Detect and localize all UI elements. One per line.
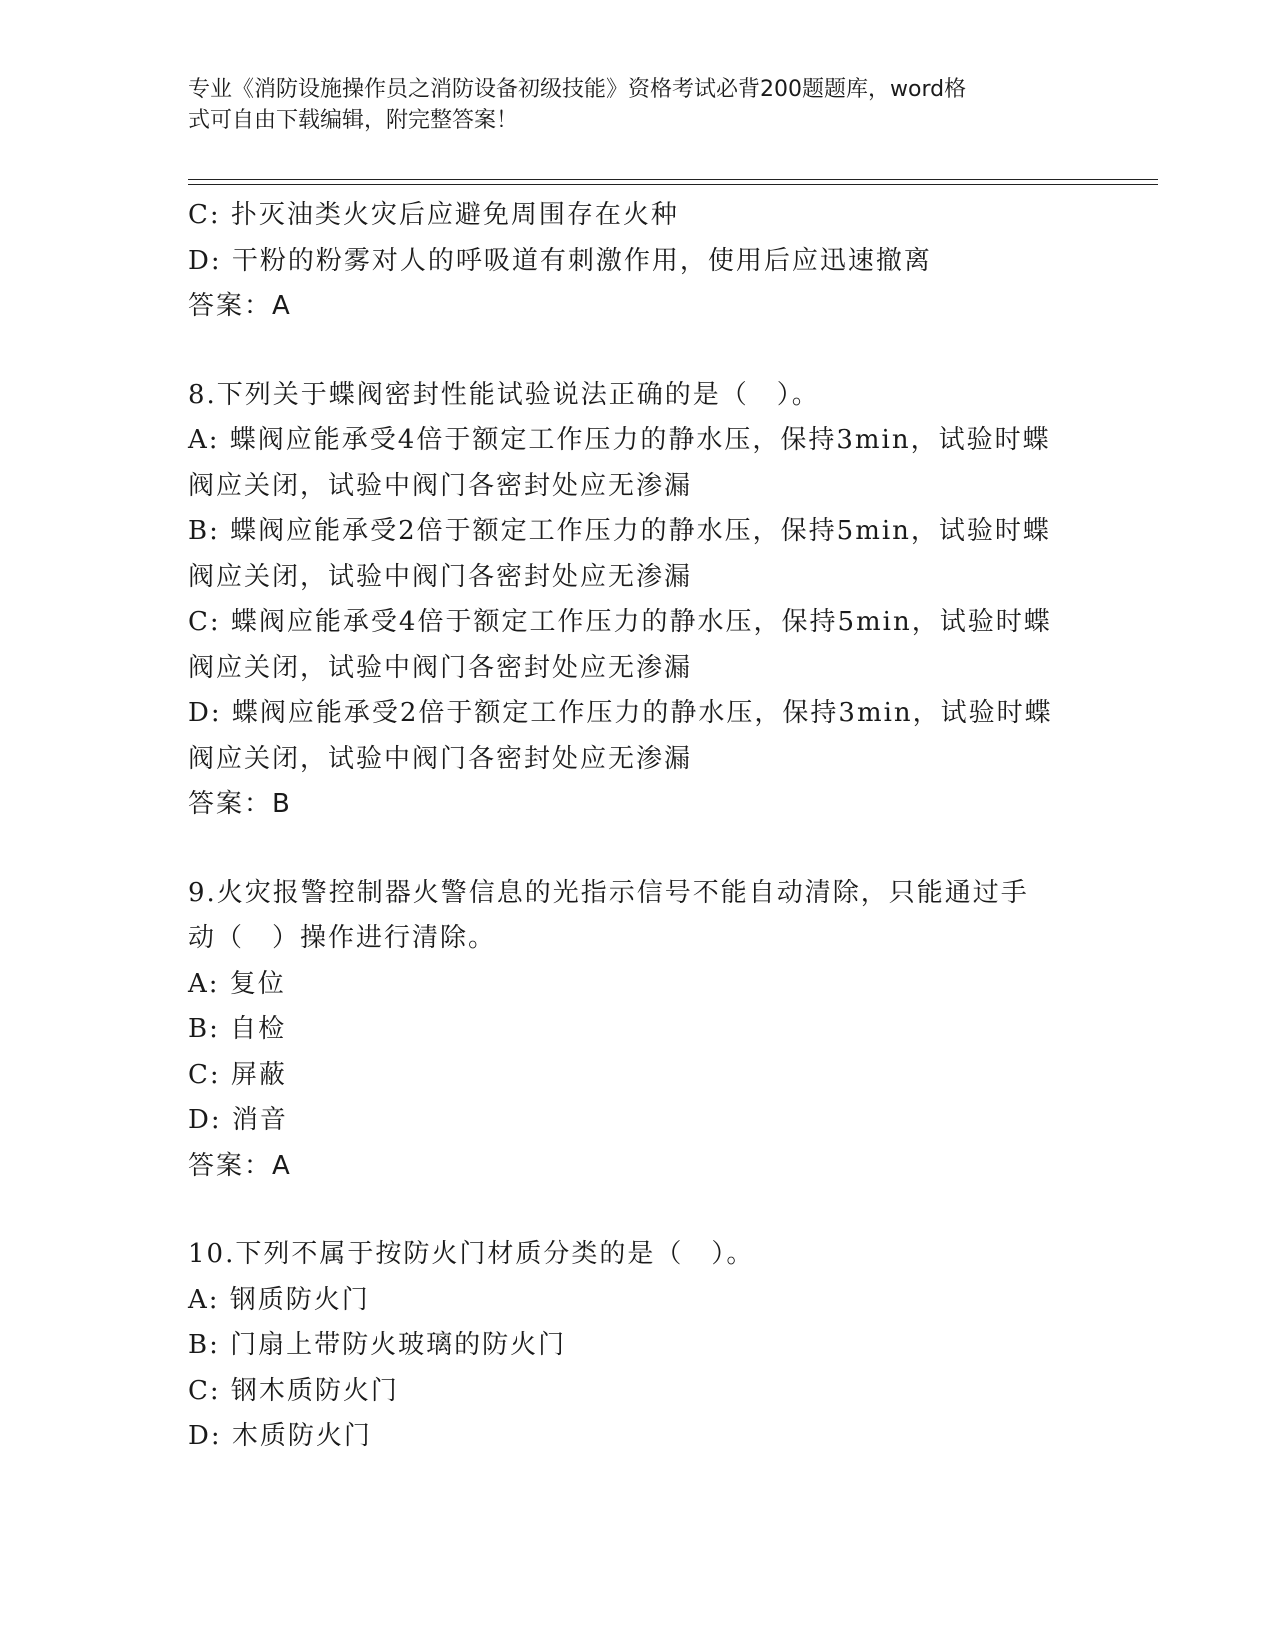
- answer: 答案：A: [188, 1150, 292, 1181]
- option-c: C: 蝶阀应能承受4倍于额定工作压力的静水压，保持5min，试验时蝶: [188, 607, 1052, 637]
- option-b: B: 蝶阀应能承受2倍于额定工作压力的静水压，保持5min，试验时蝶: [188, 516, 1051, 546]
- option-a: A: 复位: [188, 968, 286, 999]
- option-b: B: 门扇上带防火玻璃的防火门: [188, 1330, 567, 1360]
- document-body: [188, 193, 1088, 1460]
- question-8: [188, 373, 1088, 828]
- option-b-continued: 阀应关闭，试验中阀门各密封处应无渗漏: [188, 561, 693, 592]
- question-text: 8.下列关于蝶阀密封性能试验说法正确的是（ ）。: [188, 379, 820, 410]
- option-d: D: 消音: [188, 1105, 288, 1135]
- option-c: C: 钢木质防火门: [188, 1375, 399, 1406]
- header-divider: [188, 179, 1158, 180]
- header-line-1: 专业《消防设施操作员之消防设备初级技能》资格考试必背200题题库，word格: [188, 77, 967, 102]
- option-c: C: 屏蔽: [188, 1059, 287, 1090]
- previous-question-tail: [188, 193, 1088, 330]
- option-d: D: 木质防火门: [188, 1421, 372, 1451]
- question-10: [188, 1232, 1088, 1460]
- option-d-continued: 阀应关闭，试验中阀门各密封处应无渗漏: [188, 743, 693, 774]
- answer: 答案：A: [188, 291, 292, 321]
- option-c-continued: 阀应关闭，试验中阀门各密封处应无渗漏: [188, 652, 693, 683]
- option-d: D: 蝶阀应能承受2倍于额定工作压力的静水压，保持3min，试验时蝶: [188, 698, 1053, 728]
- question-text: 9.火灾报警控制器火警信息的光指示信号不能自动清除，只能通过手: [188, 877, 1029, 908]
- question-text: 10.下列不属于按防火门材质分类的是（ ）。: [188, 1239, 755, 1269]
- header-line-2: 式可自由下载编辑，附完整答案！: [188, 108, 519, 133]
- question-text-continued: 动（ ）操作进行清除。: [188, 923, 497, 953]
- question-9: [188, 871, 1088, 1190]
- option-a: A: 蝶阀应能承受4倍于额定工作压力的静水压，保持3min，试验时蝶: [188, 425, 1051, 455]
- answer: 答案：B: [188, 789, 292, 819]
- header-divider-second: [188, 184, 1158, 185]
- option-b: B: 自检: [188, 1014, 287, 1044]
- document-header: [188, 74, 1068, 136]
- option-a-continued: 阀应关闭，试验中阀门各密封处应无渗漏: [188, 470, 693, 501]
- option-c: C: 扑灭油类火灾后应避免周围存在火种: [188, 200, 679, 230]
- option-d: D: 干粉的粉雾对人的呼吸道有刺激作用，使用后应迅速撤离: [188, 245, 932, 276]
- option-a: A: 钢质防火门: [188, 1284, 370, 1315]
